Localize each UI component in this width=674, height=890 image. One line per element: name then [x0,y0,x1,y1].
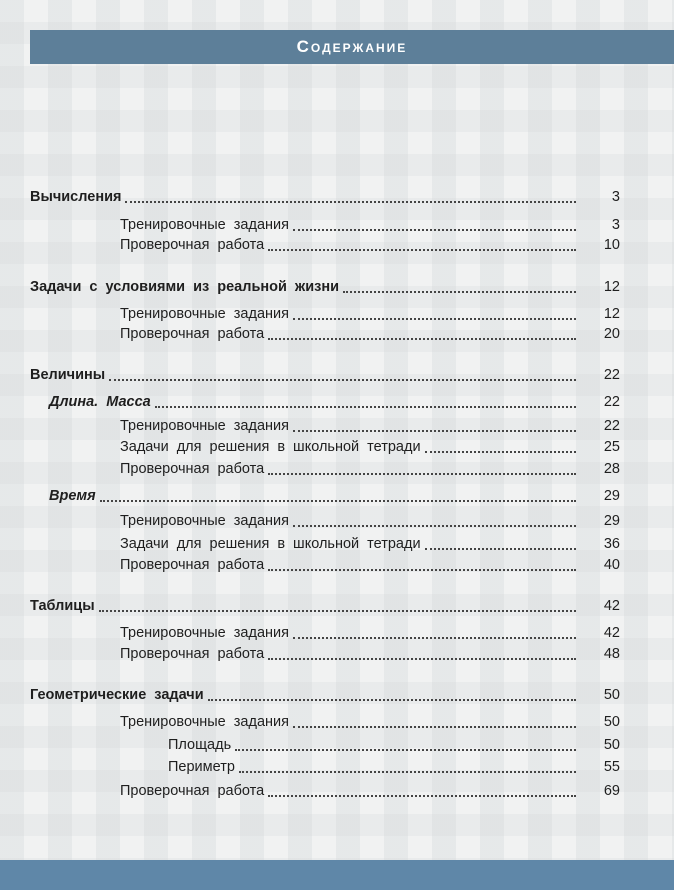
toc-entry-page: 36 [603,536,620,552]
toc-entry-page: 55 [603,759,620,775]
toc-entry-label: Проверочная работа [120,557,265,573]
toc-entry-page: 29 [603,488,620,504]
toc-entry-label: Задачи для решения в школьной тетради [120,439,421,455]
dot-leader [268,569,576,571]
toc-entry-label: Время [49,488,96,504]
toc-entry-label: Вычисления [30,189,122,205]
dot-leader [100,500,576,502]
toc-entry-page: 40 [603,557,620,573]
toc-entry-shkolnaya-tetrad[interactable] [30,533,620,553]
toc-entry-tablitsy[interactable] [30,595,620,615]
toc-entry-vychisleniya[interactable] [30,186,620,206]
toc-entry-vremya[interactable] [30,485,620,505]
dot-leader [99,610,576,612]
toc-entry-trenirovochnye[interactable] [30,510,620,530]
toc-entry-label: Тренировочные задания [120,513,289,529]
toc-entry-page: 3 [611,217,620,233]
toc-entry-label: Периметр [168,759,235,775]
toc-entry-geometricheskie[interactable] [30,684,620,704]
toc-entry-velichiny[interactable] [30,364,620,384]
toc-entry-page: 48 [603,646,620,662]
dot-leader [343,291,576,293]
toc-entry-page: 42 [603,625,620,641]
toc-entry-ploshchad[interactable] [30,734,620,754]
toc-entry-page: 22 [603,394,620,410]
toc-entry-proverochnaya[interactable] [30,323,620,343]
toc-entry-trenirovochnye[interactable] [30,214,620,234]
toc-entry-page: 50 [603,714,620,730]
toc-entry-label: Таблицы [30,598,95,614]
dot-leader [239,771,576,773]
table-of-contents [30,0,620,890]
toc-entry-label: Геометрические задачи [30,687,204,703]
toc-entry-page: 22 [603,418,620,434]
toc-entry-label: Проверочная работа [120,783,265,799]
dot-leader [235,749,576,751]
toc-entry-page: 20 [603,326,620,342]
dot-leader [268,249,576,251]
toc-entry-page: 50 [603,737,620,753]
toc-entry-proverochnaya[interactable] [30,780,620,800]
toc-entry-page: 50 [603,687,620,703]
toc-entry-proverochnaya[interactable] [30,643,620,663]
toc-entry-proverochnaya[interactable] [30,234,620,254]
toc-entry-page: 42 [603,598,620,614]
toc-entry-label: Площадь [168,737,232,753]
toc-entry-page: 22 [603,367,620,383]
toc-entry-zadachi-realnoy-zhizni[interactable] [30,276,620,296]
toc-entry-label: Проверочная работа [120,461,265,477]
toc-entry-label: Проверочная работа [120,326,265,342]
footer-band [0,860,674,890]
toc-entry-page: 25 [603,439,620,455]
dot-leader [293,318,576,320]
dot-leader [268,338,576,340]
toc-entry-page: 28 [603,461,620,477]
toc-entry-trenirovochnye[interactable] [30,303,620,323]
toc-entry-shkolnaya-tetrad[interactable] [30,436,620,456]
dot-leader [293,229,576,231]
toc-entry-page: 12 [603,306,620,322]
toc-entry-page: 10 [603,237,620,253]
dot-leader [293,637,576,639]
page-title: Содержание [296,37,408,56]
toc-entry-page: 3 [611,189,620,205]
toc-entry-label: Проверочная работа [120,646,265,662]
toc-entry-label: Тренировочные задания [120,418,289,434]
dot-leader [109,379,576,381]
toc-entry-label: Тренировочные задания [120,306,289,322]
dot-leader [268,658,576,660]
dot-leader [293,525,576,527]
toc-entry-page: 29 [603,513,620,529]
toc-entry-trenirovochnye[interactable] [30,415,620,435]
toc-entry-proverochnaya[interactable] [30,554,620,574]
toc-entry-label: Задачи с условиями из реальной жизни [30,279,340,295]
dot-leader [425,548,576,550]
toc-entry-label: Тренировочные задания [120,217,289,233]
toc-entry-page: 69 [603,783,620,799]
toc-entry-trenirovochnye[interactable] [30,622,620,642]
toc-entry-dlina-massa[interactable] [30,391,620,411]
dot-leader [425,451,576,453]
dot-leader [155,406,576,408]
dot-leader [125,201,576,203]
toc-entry-page: 12 [603,279,620,295]
toc-entry-label: Длина. Масса [49,394,151,410]
dot-leader [268,795,576,797]
toc-entry-label: Проверочная работа [120,237,265,253]
dot-leader [268,473,576,475]
toc-entry-label: Задачи для решения в школьной тетради [120,536,421,552]
toc-entry-label: Тренировочные задания [120,714,289,730]
toc-entry-label: Тренировочные задания [120,625,289,641]
dot-leader [293,726,576,728]
toc-entry-proverochnaya[interactable] [30,458,620,478]
toc-entry-perimetr[interactable] [30,756,620,776]
toc-entry-trenirovochnye[interactable] [30,711,620,731]
toc-entry-label: Величины [30,367,106,383]
dot-leader [208,699,576,701]
dot-leader [293,430,576,432]
